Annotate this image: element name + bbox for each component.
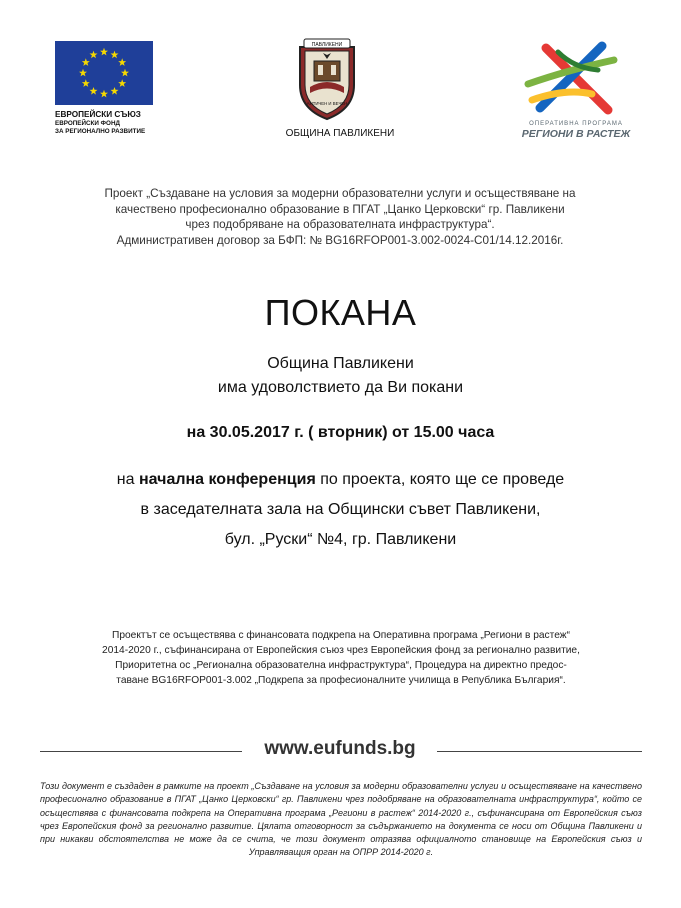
footer-divider-left: [40, 751, 242, 752]
eu-star: [82, 79, 90, 87]
regions-in-growth-caption: [511, 120, 641, 140]
website-link[interactable]: www.eufunds.bg: [264, 738, 416, 759]
eu-star: [111, 51, 119, 59]
eu-caption-line3: ЗА РЕГИОНАЛНО РАЗВИТИЕ: [55, 127, 146, 135]
funding-line4: таване BG16RFOP001-3.002 „Подкрепа за професионалните училища в Република България“.: [116, 675, 566, 686]
program-caption-line1: ОПЕРАТИВНА ПРОГРАМА: [529, 121, 623, 127]
eu-star: [118, 58, 126, 66]
contract-line: Административен договор за БФП: № BG16RFOP001-3.002-0024-C01/14.12.2016г.: [116, 233, 564, 247]
disclaimer-text: Този документ е създаден в рамките на проект „Създаване на условия за модерни образователни услуги и осъществяване на качествено професионално образование в ПГАТ „Цанко Церковски“ гр. Павликени чрез подобряване на образователната инфраструктура“, който се осъществява с финансовата подкрепа на Оперативна програма „Региони в растеж“ 2014-2020 г., съфинансирана от Европейския съюз чрез Европейския фонд за регионално развитие. Цялата отговорност за съдържанието на документа се носи от Община Павликени и при никакви обстоятелства не може да се счита, че този документ отразява официалното становище на Европейския съюз и Управляващия орган на ОПРР 2014-2020 г.: [40, 781, 642, 858]
funding-line2: 2014-2020 г., съфинансирана от Европейския съюз чрез Европейския фонд за регионално развитие,: [102, 645, 580, 656]
project-line1: Проект „Създаване на условия за модерни образователни услуги и осъществяване на: [104, 187, 576, 200]
municipality-caption: ОБЩИНА ПАВЛИКЕНИ: [285, 128, 395, 139]
funding-note: [40, 628, 642, 688]
eu-star: [100, 48, 108, 56]
eu-star: [111, 87, 119, 95]
crest-banner-text: ПАВЛИКЕНИ: [311, 42, 343, 48]
inviter-line2: има удоволствието да Ви покани: [217, 379, 464, 396]
eu-star: [79, 69, 87, 77]
eu-stars-icon: [55, 41, 153, 105]
venue-event-name: начална конференция: [138, 471, 316, 488]
eu-logo-caption: [55, 110, 175, 135]
funding-line3: Приоритетна ос „Регионална образователна инфраструктура“, Процедура на директно предос-: [115, 660, 567, 671]
crest-motto-text: АНТИЧЕН И ВЕЧЕН: [306, 101, 348, 106]
project-line2: качествено професионално образование в ПГАТ „Цанко Церковски“ гр. Павликени: [115, 202, 565, 216]
venue-suffix: по проекта, която ще се проведе: [315, 471, 565, 488]
eu-caption-line2: ЕВРОПЕЙСКИ ФОНД: [55, 120, 120, 127]
eu-star: [90, 51, 98, 59]
eu-star: [82, 58, 90, 66]
venue-prefix: на: [116, 471, 139, 488]
event-venue: [0, 465, 681, 555]
footer-divider-right: [437, 751, 642, 752]
regions-in-growth-logo: [518, 40, 622, 116]
funding-line1: Проектът се осъществява с финансовата подкрепа на Оперативна програма „Региони в растеж“: [112, 630, 570, 641]
venue-line3: бул. „Руски“ №4, гр. Павликени: [224, 531, 457, 548]
program-caption-line2: РЕГИОНИ В РАСТЕЖ: [521, 128, 631, 140]
inviter-line1: Община Павликени: [267, 355, 414, 372]
eu-star: [121, 69, 129, 77]
event-date: на 30.05.2017 г. ( вторник) от 15.00 часа: [186, 424, 495, 441]
eu-star: [100, 90, 108, 98]
project-description: [30, 186, 650, 248]
eu-flag-logo: [55, 41, 153, 105]
eu-star: [118, 79, 126, 87]
invitation-title: ПОКАНА: [264, 292, 417, 333]
venue-line1: [0, 465, 681, 495]
municipality-crest-logo: [296, 37, 358, 121]
eu-star: [90, 87, 98, 95]
inviter-text: [0, 352, 681, 400]
project-line3: чрез подобряване на образователната инфраструктура“.: [185, 218, 495, 231]
venue-line2: в заседателната зала на Общински съвет Павликени,: [140, 501, 541, 518]
eu-caption-line1: ЕВРОПЕЙСКИ СЪЮЗ: [55, 110, 141, 119]
